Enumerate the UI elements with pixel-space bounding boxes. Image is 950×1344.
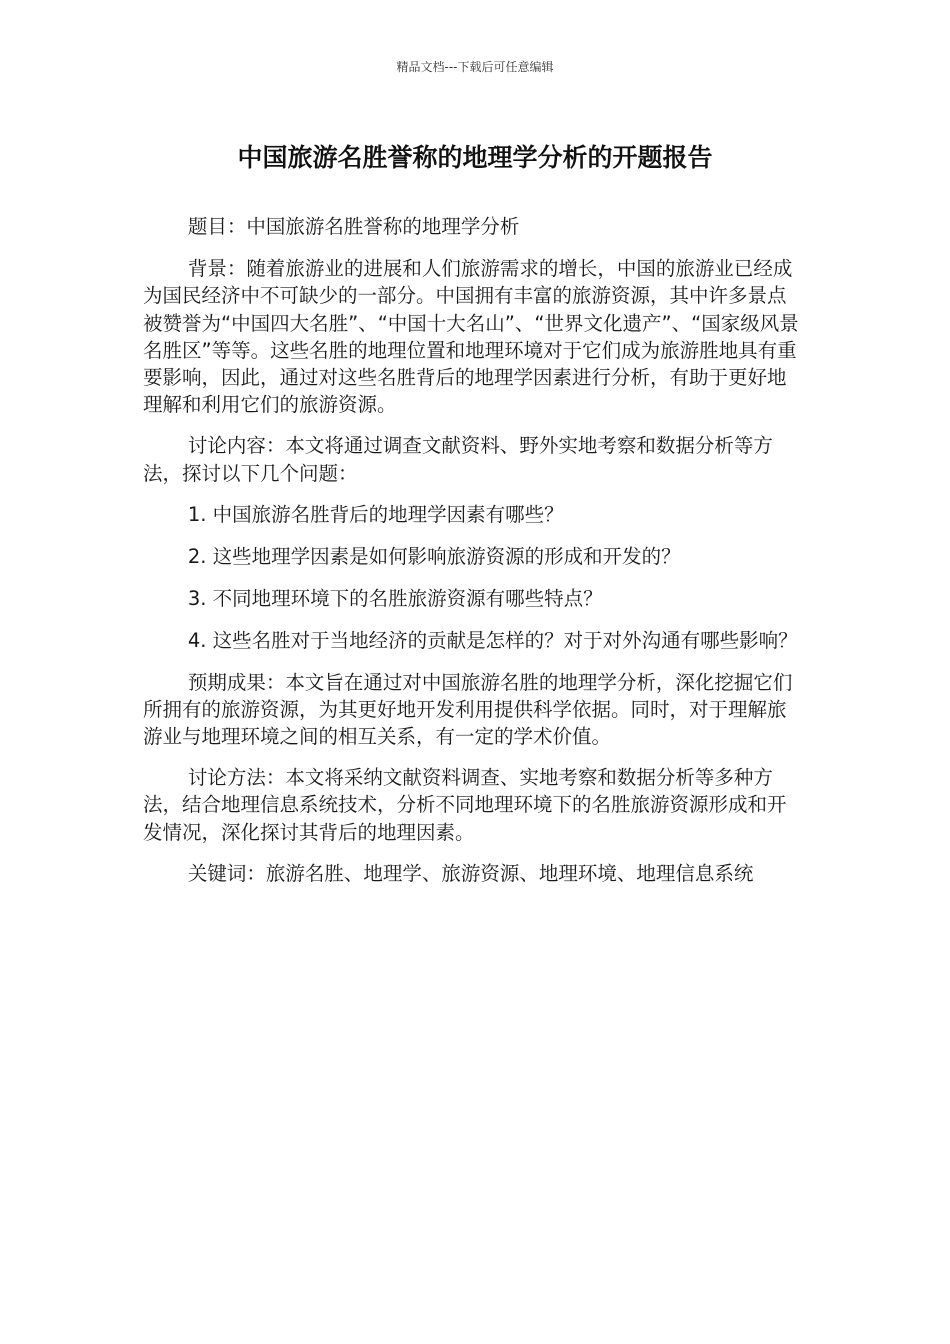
expected-results-paragraph: 预期成果：本文旨在通过对中国旅游名胜的地理学分析，深化挖掘它们所拥有的旅游资源，为其更好地开发利用提供科学依据。同时，对于理解旅游业与地理环境之间的相互关系，有一定的学术价值。 (143, 670, 793, 749)
research-content-paragraph: 讨论内容：本文将通过调查文献资料、野外实地考察和数据分析等方法，探讨以下几个问题： (143, 434, 773, 485)
page-header: 精品文档---下载后可任意编辑 (396, 60, 554, 74)
question-item-3: 3. 不同地理环境下的名胜旅游资源有哪些特点？ (187, 587, 603, 611)
document-title: 中国旅游名胜誉称的地理学分析的开题报告 (237, 143, 713, 172)
question-item-2: 2. 这些地理学因素是如何影响旅游资源的形成和开发的？ (187, 545, 681, 569)
question-item-1: 1. 中国旅游名胜背后的地理学因素有哪些？ (187, 502, 564, 526)
question-item-4: 4. 这些名胜对于当地经济的贡献是怎样的？对于对外沟通有哪些影响？ (187, 629, 798, 653)
document-body (143, 213, 799, 901)
background-paragraph: 背景：随着旅游业的进展和人们旅游需求的增长，中国的旅游业已经成为国民经济中不可缺少的一部分。中国拥有丰富的旅游资源，其中许多景点被赞誉为“中国四大名胜”、“中国十大名山”、“世界文化遗产”、“国家级风景名胜区”等等。这些名胜的地理位置和地理环境对于它们成为旅游胜地具有重要影响，因此，通过对这些名胜背后的地理学因素进行分析，有助于更好地理解和利用它们的旅游资源。 (143, 257, 799, 417)
topic-paragraph: 题目：中国旅游名胜誉称的地理学分析 (187, 215, 520, 238)
keywords-paragraph: 关键词：旅游名胜、地理学、旅游资源、地理环境、地理信息系统 (187, 861, 754, 885)
research-method-paragraph: 讨论方法：本文将采纳文献资料调查、实地考察和数据分析等多种方法，结合地理信息系统技术，分析不同地理环境下的名胜旅游资源形成和开发情况，深化探讨其背后的地理因素。 (143, 766, 787, 844)
